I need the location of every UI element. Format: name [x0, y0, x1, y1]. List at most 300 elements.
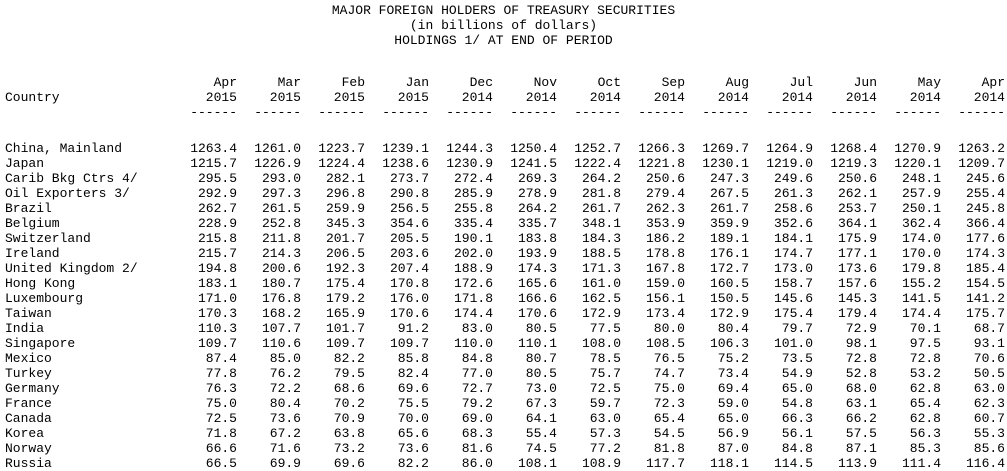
holding-value: 258.6 — [773, 201, 813, 216]
holding-value: 172.9 — [709, 306, 749, 321]
holding-value: 189.1 — [709, 231, 749, 246]
column-underline: ------ — [830, 105, 877, 120]
holding-value: 71.6 — [269, 441, 301, 456]
holding-value: 110.6 — [261, 336, 301, 351]
holding-value: 206.5 — [325, 246, 365, 261]
holding-value: 55.3 — [973, 426, 1005, 441]
table-row — [5, 171, 1005, 186]
country-name: Oil Exporters 3/ — [5, 186, 130, 201]
holding-value: 173.4 — [645, 306, 685, 321]
holding-value: 76.3 — [205, 381, 237, 396]
country-name: Taiwan — [5, 306, 52, 321]
holding-value: 228.9 — [197, 216, 237, 231]
holding-value: 1224.4 — [318, 156, 365, 171]
holding-value: 179.4 — [837, 306, 877, 321]
holding-value: 77.5 — [589, 321, 621, 336]
holding-value: 91.2 — [397, 321, 429, 336]
holding-value: 269.3 — [517, 171, 557, 186]
holding-value: 79.5 — [333, 366, 365, 381]
country-name: China, Mainland — [5, 141, 123, 156]
page-title: MAJOR FOREIGN HOLDERS OF TREASURY SECURITIES — [331, 3, 676, 18]
table-row — [5, 306, 1005, 321]
holding-value: 214.3 — [261, 246, 301, 261]
country-name: Japan — [5, 156, 45, 171]
holding-value: 77.2 — [589, 441, 621, 456]
table-row — [5, 321, 1005, 336]
table-row — [5, 201, 1005, 216]
column-month: Jul — [789, 75, 813, 90]
country-name: Germany — [5, 381, 60, 396]
holding-value: 72.5 — [589, 381, 621, 396]
holding-value: 176.1 — [709, 246, 749, 261]
holding-value: 101.7 — [325, 321, 365, 336]
column-underline: ------ — [958, 105, 1005, 120]
holding-value: 335.7 — [517, 216, 557, 231]
holding-value: 117.7 — [645, 456, 685, 471]
holding-value: 1209.7 — [958, 156, 1005, 171]
holding-value: 101.0 — [773, 336, 813, 351]
holding-value: 179.2 — [325, 291, 365, 306]
table-row — [5, 441, 1005, 456]
holding-value: 109.7 — [197, 336, 237, 351]
holding-value: 54.9 — [781, 366, 813, 381]
column-underline: ------ — [382, 105, 429, 120]
holding-value: 297.3 — [261, 186, 301, 201]
country-name: Switzerland — [5, 231, 91, 246]
holdings-table — [5, 75, 1005, 471]
holding-value: 66.6 — [205, 441, 237, 456]
holding-value: 1264.9 — [766, 141, 813, 156]
holding-value: 1250.4 — [510, 141, 557, 156]
holding-value: 110.0 — [453, 336, 493, 351]
holding-value: 215.7 — [197, 246, 237, 261]
holding-value: 66.5 — [205, 456, 237, 471]
holding-value: 261.7 — [709, 201, 749, 216]
column-month: Feb — [341, 75, 365, 90]
column-year: 2015 — [269, 90, 301, 105]
holding-value: 179.8 — [901, 261, 941, 276]
holding-value: 87.4 — [205, 351, 237, 366]
table-row — [5, 336, 1005, 351]
holding-value: 249.6 — [773, 171, 813, 186]
holding-value: 273.7 — [389, 171, 429, 186]
holding-value: 1215.7 — [190, 156, 237, 171]
holding-value: 1219.0 — [766, 156, 813, 171]
holding-value: 160.5 — [709, 276, 749, 291]
holding-value: 70.1 — [909, 321, 941, 336]
holding-value: 366.4 — [965, 216, 1005, 231]
holding-value: 184.3 — [581, 231, 621, 246]
holding-value: 77.0 — [461, 366, 493, 381]
country-name: Carib Bkg Ctrs 4/ — [5, 171, 138, 186]
holding-value: 109.7 — [389, 336, 429, 351]
table-row — [5, 426, 1005, 441]
column-underline: ------ — [638, 105, 685, 120]
holding-value: 81.6 — [461, 441, 493, 456]
holding-value: 50.5 — [973, 366, 1005, 381]
holding-value: 85.3 — [909, 441, 941, 456]
holding-value: 165.6 — [517, 276, 557, 291]
column-year: 2015 — [205, 90, 237, 105]
country-name: Hong Kong — [5, 276, 76, 291]
holding-value: 264.2 — [581, 171, 621, 186]
holding-value: 1270.9 — [894, 141, 941, 156]
holding-value: 65.4 — [909, 396, 941, 411]
holding-value: 188.9 — [453, 261, 493, 276]
holding-value: 267.5 — [709, 186, 749, 201]
holding-value: 171.0 — [197, 291, 237, 306]
column-underline: ------ — [190, 105, 237, 120]
column-underline: ------ — [446, 105, 493, 120]
holding-value: 66.2 — [845, 411, 877, 426]
holding-value: 70.9 — [333, 411, 365, 426]
holding-value: 85.6 — [973, 441, 1005, 456]
holding-value: 66.3 — [781, 411, 813, 426]
page-subtitle-holdings: HOLDINGS 1/ AT END OF PERIOD — [394, 33, 613, 48]
holding-value: 156.1 — [645, 291, 685, 306]
holding-value: 73.4 — [717, 366, 749, 381]
holding-value: 141.5 — [901, 291, 941, 306]
holding-value: 70.6 — [973, 351, 1005, 366]
holding-value: 174.3 — [965, 246, 1005, 261]
holding-value: 107.7 — [261, 321, 301, 336]
holding-value: 272.4 — [453, 171, 493, 186]
holding-value: 65.6 — [397, 426, 429, 441]
holding-value: 278.9 — [517, 186, 557, 201]
holding-value: 63.0 — [973, 381, 1005, 396]
holding-value: 1263.2 — [958, 141, 1005, 156]
holding-value: 264.2 — [517, 201, 557, 216]
holding-value: 262.1 — [837, 186, 877, 201]
holding-value: 63.8 — [333, 426, 365, 441]
holding-value: 116.4 — [965, 456, 1005, 471]
country-name: Russia — [5, 456, 52, 471]
column-month: Apr — [981, 75, 1005, 90]
holding-value: 1222.4 — [574, 156, 621, 171]
holding-value: 113.9 — [837, 456, 877, 471]
holding-value: 207.4 — [389, 261, 429, 276]
gap-cell — [5, 120, 1005, 141]
holding-value: 62.8 — [909, 381, 941, 396]
holding-value: 111.4 — [901, 456, 941, 471]
holding-value: 86.0 — [461, 456, 493, 471]
holding-value: 110.3 — [197, 321, 237, 336]
holding-value: 80.7 — [525, 351, 557, 366]
column-month: Sep — [661, 75, 685, 90]
holding-value: 75.2 — [717, 351, 749, 366]
column-month: May — [917, 75, 941, 90]
holding-value: 145.3 — [837, 291, 877, 306]
holding-value: 59.0 — [717, 396, 749, 411]
holding-value: 177.6 — [965, 231, 1005, 246]
holding-value: 261.7 — [581, 201, 621, 216]
holding-value: 175.9 — [837, 231, 877, 246]
country-name: Mexico — [5, 351, 52, 366]
underline-blank — [5, 105, 173, 120]
holding-value: 85.0 — [269, 351, 301, 366]
country-name: Korea — [5, 426, 45, 441]
holding-value: 80.4 — [717, 321, 749, 336]
holding-value: 262.7 — [197, 201, 237, 216]
holding-value: 118.1 — [709, 456, 749, 471]
holding-value: 352.6 — [773, 216, 813, 231]
table-row — [5, 141, 1005, 156]
holding-value: 73.2 — [333, 441, 365, 456]
table-row — [5, 381, 1005, 396]
holding-value: 68.6 — [333, 381, 365, 396]
holding-value: 80.5 — [525, 321, 557, 336]
holding-value: 290.8 — [389, 186, 429, 201]
holding-value: 205.5 — [389, 231, 429, 246]
holding-value: 1266.3 — [638, 141, 685, 156]
holding-value: 72.8 — [845, 351, 877, 366]
table-row — [5, 261, 1005, 276]
country-name: France — [5, 396, 52, 411]
holding-value: 1252.7 — [574, 141, 621, 156]
holding-value: 173.6 — [837, 261, 877, 276]
holding-value: 59.7 — [589, 396, 621, 411]
holding-value: 247.3 — [709, 171, 749, 186]
holding-value: 77.8 — [205, 366, 237, 381]
holding-value: 75.5 — [397, 396, 429, 411]
column-year: 2014 — [845, 90, 877, 105]
page-subtitle-units: (in billions of dollars) — [409, 18, 598, 33]
holding-value: 175.7 — [965, 306, 1005, 321]
table-row — [5, 246, 1005, 261]
holding-value: 70.2 — [333, 396, 365, 411]
holding-value: 108.1 — [517, 456, 557, 471]
table-row — [5, 396, 1005, 411]
holding-value: 281.8 — [581, 186, 621, 201]
holding-value: 65.0 — [781, 381, 813, 396]
column-year: 2014 — [717, 90, 749, 105]
holding-value: 155.2 — [901, 276, 941, 291]
holding-value: 64.1 — [525, 411, 557, 426]
holding-value: 74.5 — [525, 441, 557, 456]
table-row — [5, 231, 1005, 246]
holding-value: 1244.3 — [446, 141, 493, 156]
holding-value: 174.4 — [453, 306, 493, 321]
column-year: 2014 — [973, 90, 1005, 105]
column-year: 2014 — [589, 90, 621, 105]
holding-value: 70.0 — [397, 411, 429, 426]
holding-value: 62.8 — [909, 411, 941, 426]
holding-value: 279.4 — [645, 186, 685, 201]
holding-value: 56.1 — [781, 426, 813, 441]
header-blank — [5, 75, 173, 90]
holding-value: 296.8 — [325, 186, 365, 201]
column-underline: ------ — [702, 105, 749, 120]
holding-value: 80.0 — [653, 321, 685, 336]
holding-value: 110.1 — [517, 336, 557, 351]
holding-value: 165.9 — [325, 306, 365, 321]
table-gap — [5, 120, 1005, 141]
holding-value: 63.0 — [589, 411, 621, 426]
column-header-country: Country — [5, 90, 60, 105]
holding-value: 188.5 — [581, 246, 621, 261]
holding-value: 67.3 — [525, 396, 557, 411]
holding-value: 285.9 — [453, 186, 493, 201]
holding-value: 157.6 — [837, 276, 877, 291]
holding-value: 54.8 — [781, 396, 813, 411]
holding-value: 245.8 — [965, 201, 1005, 216]
holding-value: 256.5 — [389, 201, 429, 216]
holding-value: 171.8 — [453, 291, 493, 306]
holding-value: 176.0 — [389, 291, 429, 306]
holding-value: 87.0 — [717, 441, 749, 456]
holding-value: 192.3 — [325, 261, 365, 276]
header-year-row — [5, 90, 1005, 105]
holding-value: 1220.1 — [894, 156, 941, 171]
holding-value: 168.2 — [261, 306, 301, 321]
holding-value: 141.2 — [965, 291, 1005, 306]
holding-value: 52.8 — [845, 366, 877, 381]
holding-value: 69.9 — [269, 456, 301, 471]
holding-value: 257.9 — [901, 186, 941, 201]
column-underline: ------ — [510, 105, 557, 120]
column-year: 2014 — [653, 90, 685, 105]
holding-value: 56.9 — [717, 426, 749, 441]
holding-value: 175.4 — [773, 306, 813, 321]
holding-value: 353.9 — [645, 216, 685, 231]
holding-value: 255.4 — [965, 186, 1005, 201]
column-year: 2015 — [397, 90, 429, 105]
holding-value: 84.8 — [781, 441, 813, 456]
holding-value: 183.1 — [197, 276, 237, 291]
holding-value: 1230.9 — [446, 156, 493, 171]
holding-value: 114.5 — [773, 456, 813, 471]
holding-value: 1223.7 — [318, 141, 365, 156]
holding-value: 67.2 — [269, 426, 301, 441]
holding-value: 60.7 — [973, 411, 1005, 426]
holding-value: 79.2 — [461, 396, 493, 411]
holding-value: 250.1 — [901, 201, 941, 216]
table-row — [5, 216, 1005, 231]
holding-value: 62.3 — [973, 396, 1005, 411]
holding-value: 262.3 — [645, 201, 685, 216]
holding-value: 335.4 — [453, 216, 493, 231]
holding-value: 56.3 — [909, 426, 941, 441]
holding-value: 84.8 — [461, 351, 493, 366]
holding-value: 93.1 — [973, 336, 1005, 351]
country-name: Norway — [5, 441, 52, 456]
holding-value: 1238.6 — [382, 156, 429, 171]
holding-value: 69.0 — [461, 411, 493, 426]
country-name: Canada — [5, 411, 52, 426]
holding-value: 170.3 — [197, 306, 237, 321]
holding-value: 180.7 — [261, 276, 301, 291]
holding-value: 75.0 — [205, 396, 237, 411]
column-year: 2015 — [333, 90, 365, 105]
holding-value: 186.2 — [645, 231, 685, 246]
holding-value: 1269.7 — [702, 141, 749, 156]
holding-value: 1226.9 — [254, 156, 301, 171]
column-year: 2014 — [461, 90, 493, 105]
holding-value: 348.1 — [581, 216, 621, 231]
header-month-row — [5, 75, 1005, 90]
holding-value: 261.3 — [773, 186, 813, 201]
holding-value: 1263.4 — [190, 141, 237, 156]
header-underline-row — [5, 105, 1005, 120]
column-year: 2014 — [781, 90, 813, 105]
holding-value: 76.5 — [653, 351, 685, 366]
holding-value: 108.5 — [645, 336, 685, 351]
holding-value: 174.0 — [901, 231, 941, 246]
holding-value: 174.7 — [773, 246, 813, 261]
column-underline: ------ — [766, 105, 813, 120]
holding-value: 362.4 — [901, 216, 941, 231]
holding-value: 55.4 — [525, 426, 557, 441]
column-underline: ------ — [894, 105, 941, 120]
holding-value: 82.2 — [397, 456, 429, 471]
holding-value: 108.9 — [581, 456, 621, 471]
holding-value: 175.4 — [325, 276, 365, 291]
holding-value: 82.2 — [333, 351, 365, 366]
holding-value: 170.8 — [389, 276, 429, 291]
holding-value: 172.7 — [709, 261, 749, 276]
country-name: Ireland — [5, 246, 60, 261]
holding-value: 1219.3 — [830, 156, 877, 171]
holding-value: 253.7 — [837, 201, 877, 216]
holding-value: 69.6 — [333, 456, 365, 471]
holding-value: 250.6 — [645, 171, 685, 186]
holding-value: 170.6 — [517, 306, 557, 321]
table-row — [5, 186, 1005, 201]
holding-value: 81.8 — [653, 441, 685, 456]
holding-value: 364.1 — [837, 216, 877, 231]
holding-value: 106.3 — [709, 336, 749, 351]
holding-value: 184.1 — [773, 231, 813, 246]
holding-value: 68.7 — [973, 321, 1005, 336]
holding-value: 259.9 — [325, 201, 365, 216]
holding-value: 215.8 — [197, 231, 237, 246]
holding-value: 76.2 — [269, 366, 301, 381]
holding-value: 72.9 — [845, 321, 877, 336]
country-name: Turkey — [5, 366, 52, 381]
country-name: Belgium — [5, 216, 60, 231]
holding-value: 158.7 — [773, 276, 813, 291]
holding-value: 68.3 — [461, 426, 493, 441]
holding-value: 166.6 — [517, 291, 557, 306]
column-month: Jan — [405, 75, 429, 90]
column-underline: ------ — [254, 105, 301, 120]
holding-value: 73.6 — [269, 411, 301, 426]
holding-value: 359.9 — [709, 216, 749, 231]
holding-value: 172.6 — [453, 276, 493, 291]
holding-value: 203.6 — [389, 246, 429, 261]
holding-value: 261.5 — [261, 201, 301, 216]
holding-value: 73.0 — [525, 381, 557, 396]
holding-value: 194.8 — [197, 261, 237, 276]
holding-value: 87.1 — [845, 441, 877, 456]
holding-value: 78.5 — [589, 351, 621, 366]
column-year: 2014 — [909, 90, 941, 105]
holding-value: 172.9 — [581, 306, 621, 321]
country-name: Singapore — [5, 336, 76, 351]
holding-value: 170.6 — [389, 306, 429, 321]
holding-value: 1241.5 — [510, 156, 557, 171]
column-month: Mar — [277, 75, 301, 90]
column-year: 2014 — [525, 90, 557, 105]
holding-value: 162.5 — [581, 291, 621, 306]
holding-value: 72.3 — [653, 396, 685, 411]
holding-value: 98.1 — [845, 336, 877, 351]
holding-value: 202.0 — [453, 246, 493, 261]
holding-value: 345.3 — [325, 216, 365, 231]
holding-value: 1230.1 — [702, 156, 749, 171]
holding-value: 75.7 — [589, 366, 621, 381]
country-name: India — [5, 321, 45, 336]
